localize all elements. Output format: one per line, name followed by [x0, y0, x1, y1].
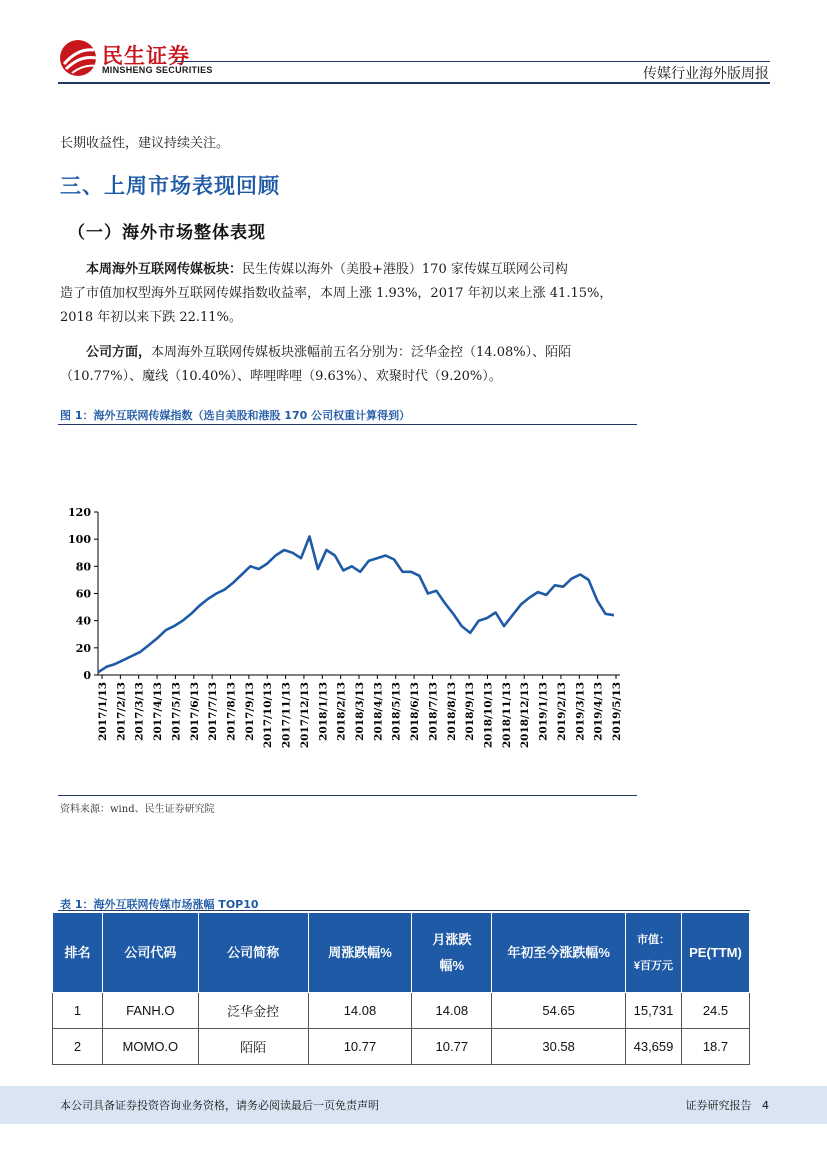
cell-monthly: 14.08	[412, 993, 492, 1029]
cell-code: MOMO.O	[102, 1029, 198, 1065]
y-tick-label: 40	[75, 614, 91, 628]
table-top-rule	[58, 910, 750, 911]
cell-rank: 1	[53, 993, 103, 1029]
paragraph-companies	[60, 341, 571, 389]
y-tick-label: 0	[83, 669, 91, 682]
header-market-cap-line1: 市值：	[636, 933, 670, 946]
figure-source: 资料来源：wind、民生证券研究院	[60, 804, 215, 815]
cell-weekly: 14.08	[308, 993, 412, 1029]
paragraph-index-line2: 造了市值加权型海外互联网传媒指数收益率，本周上涨 1.93%，2017 年初以来上涨 41.15%，	[60, 286, 613, 301]
cell-market-cap: 15,731	[626, 993, 682, 1029]
x-tick-label: 2019/4/13	[592, 682, 605, 741]
cell-weekly: 10.77	[308, 1029, 412, 1065]
x-tick-label: 2018/1/13	[317, 682, 330, 741]
x-tick-label: 2019/3/13	[574, 682, 587, 741]
table-row	[53, 993, 750, 1029]
paragraph-companies-line2: （10.77%）、魔线（10.40%）、哔哩哔哩（9.63%）、欢聚时代（9.20%）。	[60, 369, 502, 384]
top10-table	[52, 912, 750, 1065]
header-code: 公司代码	[102, 913, 198, 993]
table-header-row	[53, 913, 750, 993]
footer-disclaimer: 本公司具备证券投资咨询业务资格，请务必阅读最后一页免责声明	[60, 1099, 379, 1112]
x-tick-label: 2018/8/13	[445, 682, 458, 741]
subsection-title: （一）海外市场整体表现	[68, 223, 266, 243]
x-tick-label: 2017/9/13	[243, 682, 256, 741]
header-name: 公司简称	[198, 913, 308, 993]
x-tick-label: 2018/4/13	[372, 682, 385, 741]
header-ytd: 年初至今涨跌幅%	[492, 913, 626, 993]
carry-over-text: 长期收益性，建议持续关注。	[60, 136, 230, 151]
x-tick-label: 2017/3/13	[133, 682, 146, 741]
header-monthly	[412, 913, 492, 993]
x-tick-label: 2017/4/13	[152, 682, 165, 741]
x-tick-label: 2017/2/13	[115, 682, 128, 741]
x-tick-label: 2018/11/13	[500, 682, 513, 749]
minsheng-logo-icon	[58, 38, 100, 78]
cell-ytd: 30.58	[492, 1029, 626, 1065]
x-tick-label: 2019/5/13	[611, 682, 623, 741]
logo-text-cn: 民生证券	[102, 44, 190, 68]
logo-text-en: MINSHENG SECURITIES	[102, 65, 213, 75]
cell-rank: 2	[53, 1029, 103, 1065]
section-title: 三、上周市场表现回顾	[60, 174, 280, 198]
cell-pe: 18.7	[681, 1029, 749, 1065]
paragraph-index-line3: 2018 年初以来下跌 22.11%。	[60, 310, 242, 325]
y-tick-label: 20	[75, 641, 91, 655]
x-tick-label: 2018/5/13	[390, 682, 403, 741]
x-tick-label: 2017/1/13	[97, 682, 109, 741]
x-tick-label: 2018/12/13	[519, 682, 532, 749]
x-tick-label: 2017/10/13	[262, 682, 275, 749]
cell-monthly: 10.77	[412, 1029, 492, 1065]
x-tick-label: 2018/2/13	[335, 682, 348, 741]
cell-code: FANH.O	[102, 993, 198, 1029]
header-rank: 排名	[53, 913, 103, 993]
index-line-chart	[58, 500, 633, 750]
paragraph-companies-lead: 公司方面，	[86, 345, 152, 360]
figure-top-rule	[58, 424, 637, 425]
cell-name: 陌陌	[198, 1029, 308, 1065]
header-monthly-line2: 幅%	[439, 957, 465, 973]
y-tick-label: 80	[75, 560, 91, 574]
figure-title: 图 1：海外互联网传媒指数（选自美股和港股 170 公司权重计算得到）	[60, 409, 411, 422]
paragraph-companies-line1: 本周海外互联网传媒板块涨幅前五名分别为：泛华金控（14.08%）、陌陌	[151, 345, 572, 360]
logo	[58, 38, 218, 78]
footer	[0, 1086, 827, 1124]
header-weekly: 周涨跌幅%	[308, 913, 412, 993]
report-type: 传媒行业海外版周报	[643, 66, 769, 82]
footer-right	[686, 1097, 770, 1113]
footer-report-label: 证券研究报告	[685, 1099, 752, 1112]
x-tick-label: 2018/7/13	[427, 682, 440, 741]
header-pe: PE(TTM)	[681, 913, 749, 993]
y-tick-label: 60	[75, 587, 91, 601]
cell-ytd: 54.65	[492, 993, 626, 1029]
header-divider	[175, 61, 770, 62]
x-tick-label: 2019/1/13	[537, 682, 550, 741]
series-line	[98, 537, 614, 673]
header-market-cap	[626, 913, 682, 993]
y-tick-label: 120	[68, 506, 91, 519]
x-tick-label: 2018/3/13	[354, 682, 366, 741]
x-tick-label: 2017/11/13	[280, 682, 293, 749]
x-tick-label: 2017/7/13	[207, 682, 220, 741]
paragraph-index-line1: 民生传媒以海外（美股+港股）170 家传媒互联网公司构	[242, 262, 568, 277]
figure-bottom-rule	[58, 795, 637, 796]
header-market-cap-line2: ¥百万元	[633, 959, 674, 972]
cell-pe: 24.5	[681, 993, 749, 1029]
x-tick-label: 2018/9/13	[464, 682, 477, 741]
table-row	[53, 1029, 750, 1065]
paragraph-index	[60, 258, 612, 330]
x-tick-label: 2017/5/13	[170, 682, 183, 741]
header-divider-bold	[58, 82, 770, 84]
x-tick-label: 2018/6/13	[409, 682, 422, 741]
y-tick-label: 100	[68, 533, 91, 547]
header-monthly-line1: 月涨跌	[432, 931, 472, 947]
x-tick-label: 2017/12/13	[298, 682, 311, 749]
cell-name: 泛华金控	[198, 993, 308, 1029]
x-tick-label: 2019/2/13	[555, 682, 568, 741]
x-tick-label: 2017/6/13	[188, 682, 201, 741]
x-tick-label: 2018/10/13	[482, 682, 495, 749]
page-number: 4	[762, 1099, 769, 1112]
paragraph-index-lead: 本周海外互联网传媒板块：	[86, 262, 243, 277]
x-tick-label: 2017/8/13	[225, 682, 238, 741]
table-title: 表 1：海外互联网传媒市场涨幅 TOP10	[60, 898, 259, 911]
cell-market-cap: 43,659	[626, 1029, 682, 1065]
